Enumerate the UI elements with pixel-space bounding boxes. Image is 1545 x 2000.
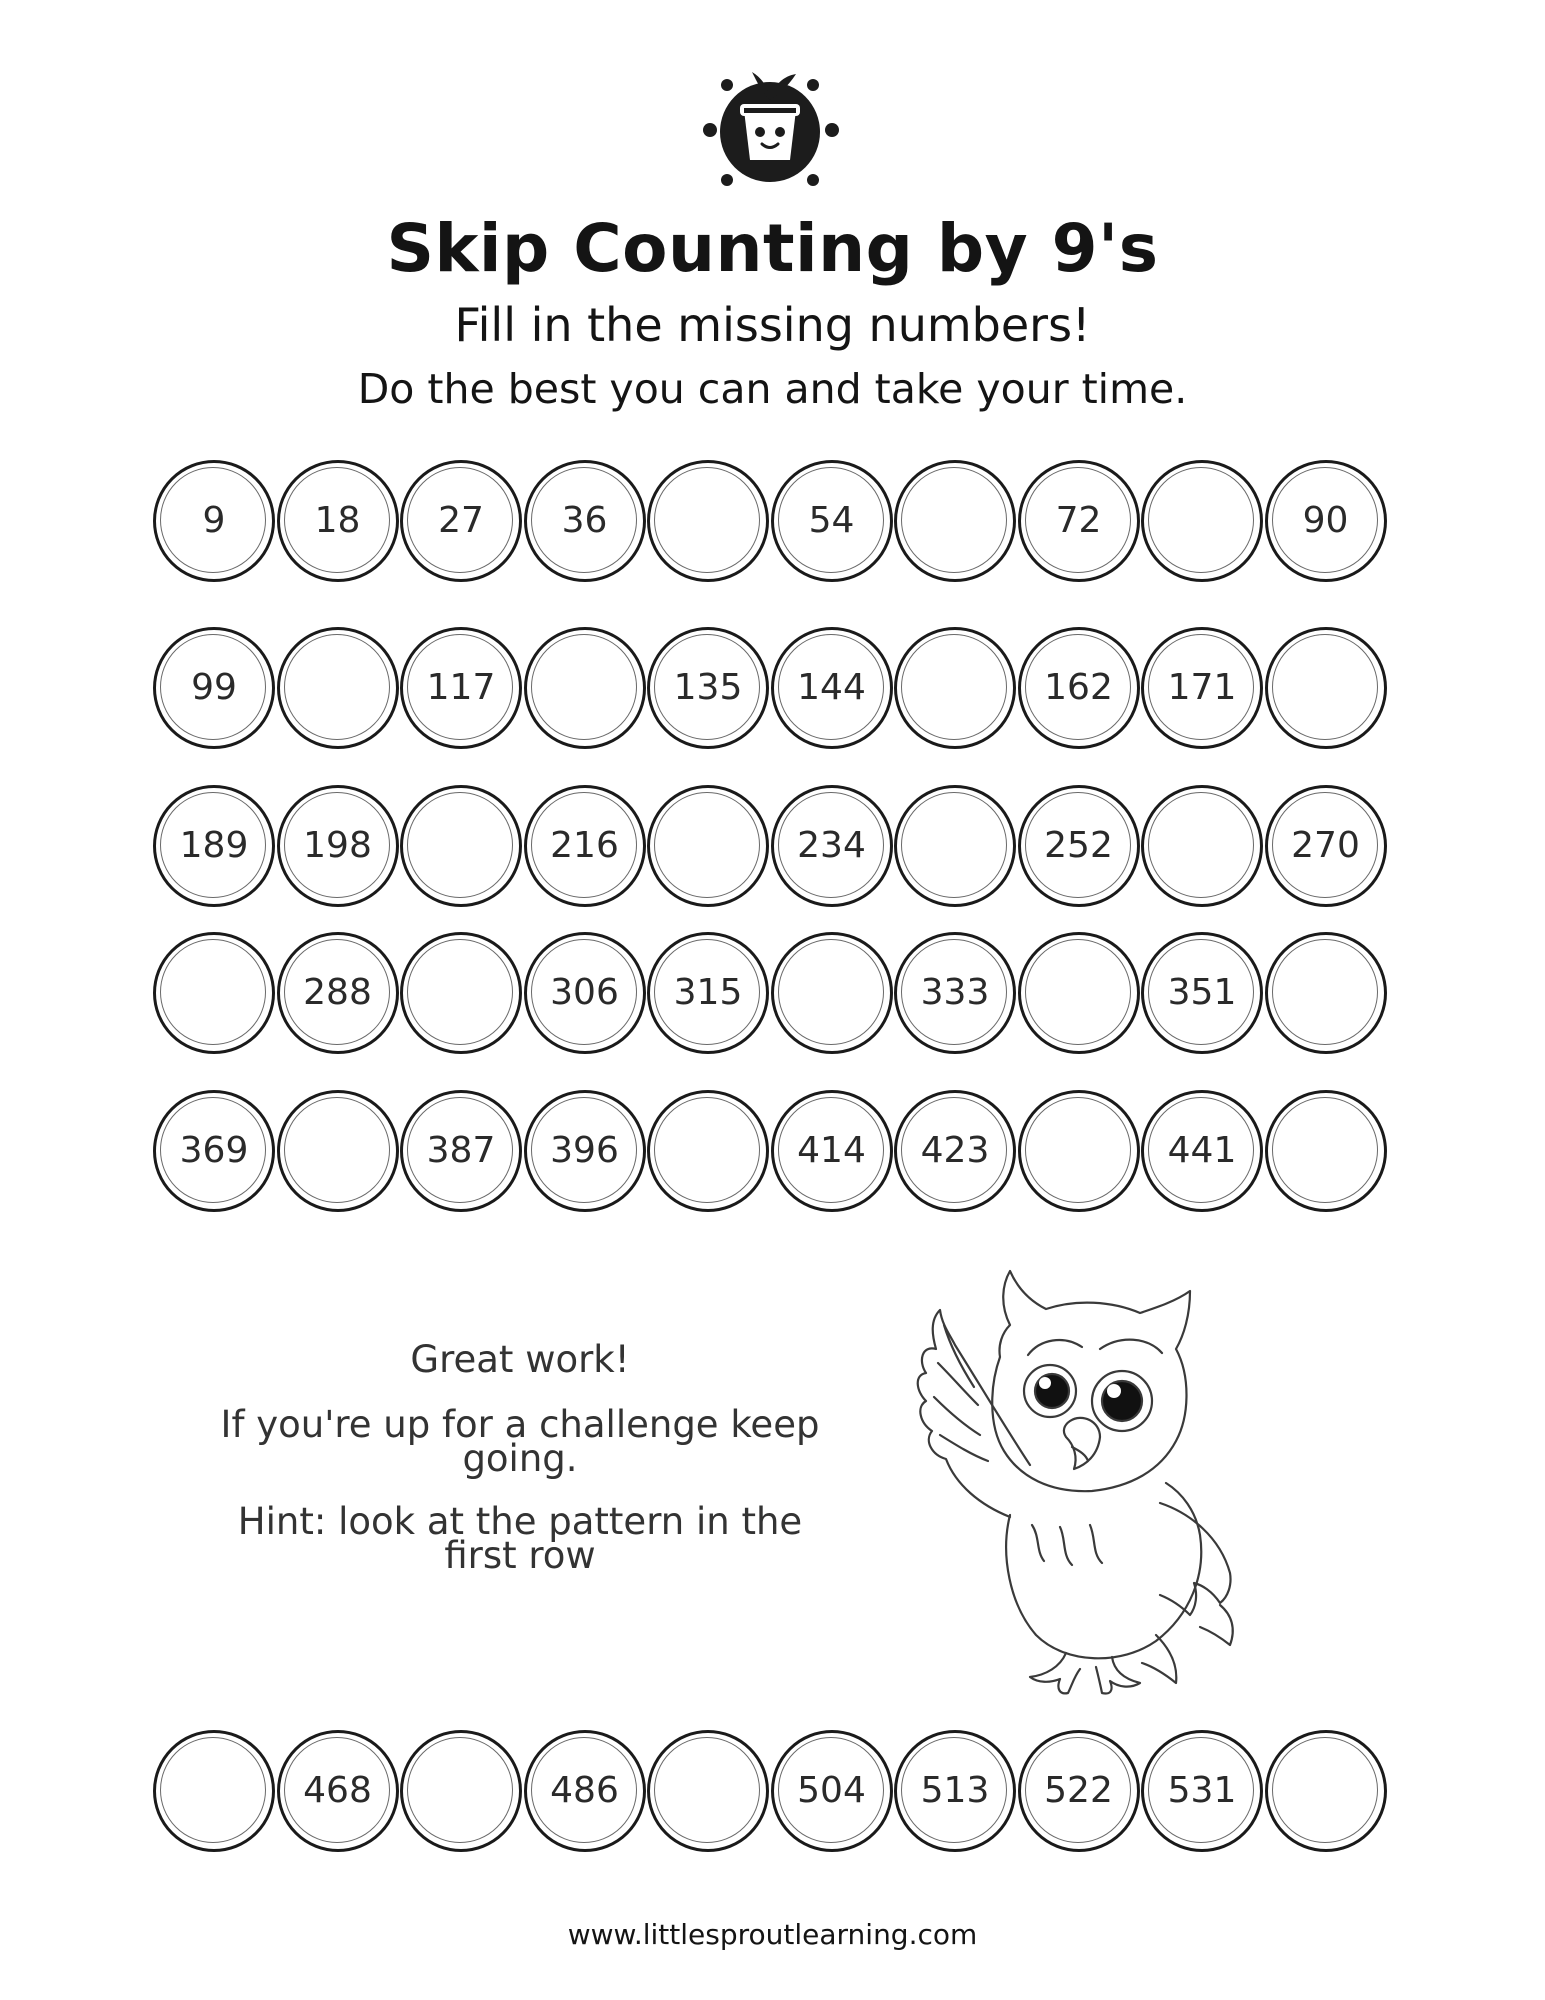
instruction-text: Do the best you can and take your time. [357,365,1188,413]
owl-illustration-icon [860,1265,1260,1695]
answer-bubble-empty[interactable] [647,460,769,582]
answer-bubble [524,1730,646,1852]
answer-bubble-empty[interactable] [894,627,1016,749]
number-row-4 [153,932,1397,1062]
answer-bubble-empty[interactable] [524,627,646,749]
bubble-number: 144 [797,667,866,708]
answer-bubble [400,460,522,582]
answer-bubble-empty[interactable] [647,1090,769,1212]
bubble-number [400,932,522,1054]
answer-bubble [647,627,769,749]
bubble-number [524,627,646,749]
answer-bubble [277,785,399,907]
answer-bubble-empty[interactable] [894,460,1016,582]
answer-bubble [771,460,893,582]
bubble-number: 216 [550,825,619,866]
bubble-number: 99 [191,667,237,708]
answer-bubble [524,932,646,1054]
bubble-number [153,932,275,1054]
answer-bubble-empty[interactable] [1018,1090,1140,1212]
challenge-text-line-2: going. [462,1437,578,1480]
bubble-number [153,1730,275,1852]
answer-bubble [771,1090,893,1212]
answer-bubble [524,460,646,582]
bubble-number: 441 [1167,1130,1237,1171]
answer-bubble-empty[interactable] [1018,932,1140,1054]
bubble-number: 504 [797,1770,866,1811]
bubble-number [647,785,769,907]
bubble-number: 198 [303,825,372,866]
challenge-number-row [153,1730,1397,1860]
answer-bubble [277,932,399,1054]
bubble-number [1265,1090,1387,1212]
bubble-number: 387 [426,1130,496,1171]
answer-bubble-empty[interactable] [153,932,275,1054]
bubble-number: 234 [797,825,866,866]
answer-bubble [1141,1730,1263,1852]
answer-bubble-empty[interactable] [1141,460,1263,582]
bubble-number: 36 [561,500,608,541]
bubble-number: 54 [808,500,855,541]
bubble-number: 162 [1044,667,1113,708]
answer-bubble-empty[interactable] [1265,1090,1387,1212]
answer-bubble [400,627,522,749]
bubble-number: 531 [1167,1770,1237,1811]
bubble-number [277,627,399,749]
bubble-number [1265,932,1387,1054]
answer-bubble [400,1090,522,1212]
challenge-text-line-1: If you're up for a challenge keep [220,1403,820,1446]
bubble-number [400,1730,522,1852]
bubble-number: 423 [920,1130,990,1171]
answer-bubble [1141,932,1263,1054]
bubble-number: 27 [438,500,484,541]
answer-bubble [524,1090,646,1212]
answer-bubble [771,1730,893,1852]
bubble-number: 288 [303,972,372,1013]
answer-bubble [277,460,399,582]
bubble-number: 315 [673,972,743,1013]
answer-bubble-empty[interactable] [647,1730,769,1852]
answer-bubble-empty[interactable] [277,1090,399,1212]
bubble-number: 72 [1055,500,1102,541]
bubble-number: 468 [303,1770,372,1811]
answer-bubble [1018,1730,1140,1852]
answer-bubble [1265,785,1387,907]
bubble-number: 513 [920,1770,990,1811]
answer-bubble [894,1090,1016,1212]
hint-text-line-2: first row [444,1534,596,1577]
bubble-number: 270 [1291,825,1360,866]
answer-bubble [153,627,275,749]
bubble-number [647,460,769,582]
answer-bubble [1018,460,1140,582]
bubble-number: 135 [673,667,743,708]
answer-bubble-empty[interactable] [894,785,1016,907]
bubble-number [1141,460,1263,582]
bubble-number [400,785,522,907]
number-row-3 [153,785,1397,915]
number-row-5 [153,1090,1397,1220]
bubble-number [647,1090,769,1212]
bubble-number [647,1730,769,1852]
answer-bubble-empty[interactable] [400,932,522,1054]
bubble-number: 252 [1044,825,1113,866]
page-title: Skip Counting by 9's [386,210,1159,287]
bubble-number: 306 [550,972,619,1013]
answer-bubble-empty[interactable] [771,932,893,1054]
bubble-number: 189 [179,825,249,866]
answer-bubble [1141,627,1263,749]
answer-bubble-empty[interactable] [277,627,399,749]
bubble-number [1265,1730,1387,1852]
answer-bubble [1141,1090,1263,1212]
answer-bubble-empty[interactable] [400,785,522,907]
answer-bubble [647,932,769,1054]
bubble-number: 414 [797,1130,866,1171]
bubble-number: 369 [179,1130,249,1171]
answer-bubble-empty[interactable] [647,785,769,907]
bubble-number [894,627,1016,749]
answer-bubble [153,460,275,582]
bubble-number: 90 [1302,500,1349,541]
bubble-number [277,1090,399,1212]
bubble-number [894,460,1016,582]
answer-bubble [771,627,893,749]
sprout-pot-logo-icon [680,52,860,202]
bubble-number: 9 [202,500,226,541]
answer-bubble [894,1730,1016,1852]
bubble-number [894,785,1016,907]
bubble-number [1018,1090,1140,1212]
answer-bubble [277,1730,399,1852]
answer-bubble-empty[interactable] [1265,932,1387,1054]
page-subtitle: Fill in the missing numbers! [454,298,1091,352]
bubble-number [1265,627,1387,749]
answer-bubble-empty[interactable] [1141,785,1263,907]
bubble-number [771,932,893,1054]
answer-bubble [153,785,275,907]
hint-text-line-1: Hint: look at the pattern in the [237,1500,803,1543]
bubble-number: 333 [920,972,990,1013]
great-work-text: Great work! [410,1338,630,1381]
number-row-1 [153,460,1397,590]
answer-bubble [771,785,893,907]
website-url: www.littlesproutlearning.com [567,1918,978,1951]
answer-bubble-empty[interactable] [153,1730,275,1852]
bubble-number: 18 [314,500,361,541]
answer-bubble [524,785,646,907]
bubble-number: 486 [550,1770,619,1811]
answer-bubble [153,1090,275,1212]
number-row-2 [153,627,1397,757]
bubble-number: 171 [1167,667,1237,708]
answer-bubble-empty[interactable] [400,1730,522,1852]
answer-bubble [894,932,1016,1054]
bubble-number: 351 [1167,972,1237,1013]
answer-bubble-empty[interactable] [1265,1730,1387,1852]
answer-bubble-empty[interactable] [1265,627,1387,749]
bubble-number: 117 [426,667,496,708]
bubble-number [1141,785,1263,907]
bubble-number: 522 [1044,1770,1113,1811]
answer-bubble [1018,627,1140,749]
answer-bubble [1265,460,1387,582]
bubble-number: 396 [550,1130,619,1171]
bubble-number [1018,932,1140,1054]
answer-bubble [1018,785,1140,907]
